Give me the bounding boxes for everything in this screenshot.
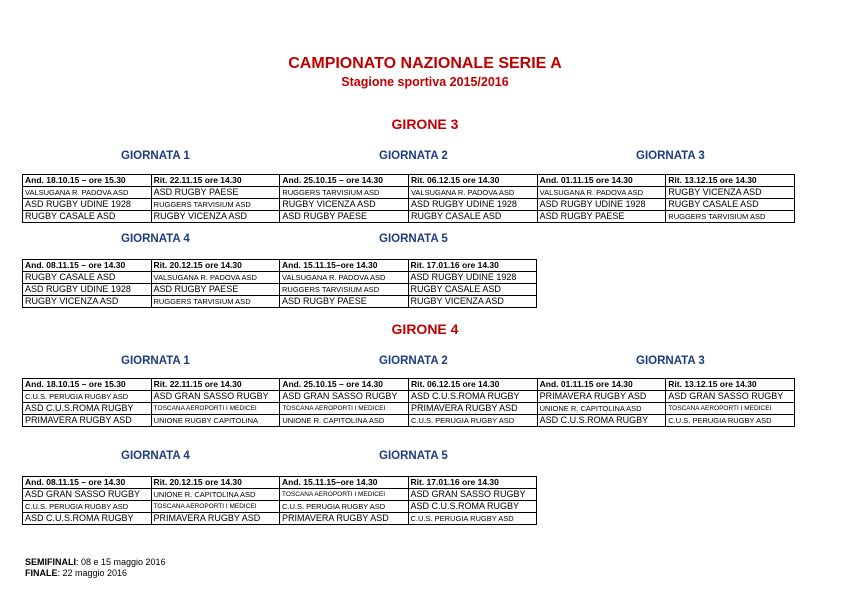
round-date-header: And. 25.10.15 – ore 14.30 bbox=[280, 175, 409, 187]
round-date-header: Rit. 13.12.15 ore 14.30 bbox=[666, 175, 795, 187]
team-cell: UNIONE RUGBY CAPITOLINA bbox=[151, 415, 280, 427]
team-cell: VALSUGANA R. PADOVA ASD bbox=[151, 272, 280, 284]
round-date-header: And. 01.11.15 ore 14.30 bbox=[537, 175, 666, 187]
team-cell: RUGGERS TARVISIUM ASD bbox=[666, 211, 795, 223]
table-row bbox=[23, 403, 795, 415]
semifinali-dates: : 08 e 15 maggio 2016 bbox=[76, 557, 166, 567]
table-header-row bbox=[23, 379, 795, 391]
team-cell: VALSUGANA R. PADOVA ASD bbox=[408, 187, 537, 199]
table-row bbox=[23, 296, 537, 308]
g4-schedule-table-1 bbox=[22, 378, 795, 427]
team-cell: ASD GRAN SASSO RUGBY bbox=[666, 391, 795, 403]
team-cell: RUGGERS TARVISIUM ASD bbox=[151, 296, 280, 308]
team-cell: ASD C.U.S.ROMA RUGBY bbox=[408, 391, 537, 403]
table-header-row bbox=[23, 477, 537, 489]
team-cell: RUGBY CASALE ASD bbox=[408, 211, 537, 223]
team-cell: RUGBY VICENZA ASD bbox=[408, 296, 537, 308]
semifinali-note bbox=[25, 557, 166, 567]
g3-giornata-3: GIORNATA 3 bbox=[636, 150, 705, 162]
girone-3-title: GIRONE 3 bbox=[391, 116, 459, 132]
g3-giornata-5: GIORNATA 5 bbox=[379, 233, 448, 245]
team-cell: ASD RUGBY PAESE bbox=[537, 211, 666, 223]
table-row bbox=[23, 199, 795, 211]
round-date-header: Rit. 20.12.15 ore 14.30 bbox=[151, 477, 280, 489]
team-cell: RUGGERS TARVISIUM ASD bbox=[280, 284, 409, 296]
finale-label: FINALE bbox=[25, 568, 58, 578]
table-row bbox=[23, 513, 537, 525]
team-cell: PRIMAVERA RUGBY ASD bbox=[151, 513, 280, 525]
g3-giornata-4: GIORNATA 4 bbox=[121, 233, 190, 245]
team-cell: C.U.S. PERUGIA RUGBY ASD bbox=[666, 415, 795, 427]
team-cell: ASD RUGBY UDINE 1928 bbox=[408, 199, 537, 211]
team-cell: ASD RUGBY PAESE bbox=[280, 296, 409, 308]
team-cell: ASD C.U.S.ROMA RUGBY bbox=[408, 501, 537, 513]
team-cell: VALSUGANA R. PADOVA ASD bbox=[537, 187, 666, 199]
table-header-row bbox=[23, 260, 537, 272]
team-cell: C.U.S. PERUGIA RUGBY ASD bbox=[23, 391, 152, 403]
team-cell: TOSCANA AEROPORTI I MEDICEI bbox=[666, 403, 795, 415]
team-cell: ASD GRAN SASSO RUGBY bbox=[151, 391, 280, 403]
team-cell: ASD GRAN SASSO RUGBY bbox=[280, 391, 409, 403]
semifinali-label: SEMIFINALI bbox=[25, 557, 76, 567]
team-cell: RUGBY CASALE ASD bbox=[23, 272, 152, 284]
table-row bbox=[23, 415, 795, 427]
round-date-header: Rit. 22.11.15 ore 14.30 bbox=[151, 379, 280, 391]
team-cell: ASD GRAN SASSO RUGBY bbox=[408, 489, 537, 501]
round-date-header: Rit. 17.01.16 ore 14.30 bbox=[408, 260, 537, 272]
team-cell: PRIMAVERA RUGBY ASD bbox=[537, 391, 666, 403]
team-cell: ASD C.U.S.ROMA RUGBY bbox=[537, 415, 666, 427]
team-cell: RUGBY VICENZA ASD bbox=[151, 211, 280, 223]
team-cell: RUGBY CASALE ASD bbox=[408, 284, 537, 296]
girone-4-title: GIRONE 4 bbox=[391, 321, 459, 337]
team-cell: RUGGERS TARVISIUM ASD bbox=[151, 199, 280, 211]
round-date-header: And. 08.11.15 – ore 14.30 bbox=[23, 477, 152, 489]
team-cell: ASD C.U.S.ROMA RUGBY bbox=[23, 513, 152, 525]
team-cell: RUGBY CASALE ASD bbox=[666, 199, 795, 211]
round-date-header: Rit. 06.12.15 ore 14.30 bbox=[408, 175, 537, 187]
team-cell: UNIONE R. CAPITOLINA ASD bbox=[280, 415, 409, 427]
table-row bbox=[23, 391, 795, 403]
team-cell: RUGBY VICENZA ASD bbox=[23, 296, 152, 308]
team-cell: RUGGERS TARVISIUM ASD bbox=[280, 187, 409, 199]
team-cell: ASD RUGBY PAESE bbox=[280, 211, 409, 223]
round-date-header: And. 18.10.15 – ore 15.30 bbox=[23, 175, 152, 187]
round-date-header: Rit. 22.11.15 ore 14.30 bbox=[151, 175, 280, 187]
team-cell: ASD RUGBY UDINE 1928 bbox=[408, 272, 537, 284]
team-cell: UNIONE R. CAPITOLINA ASD bbox=[537, 403, 666, 415]
team-cell: ASD RUGBY PAESE bbox=[151, 284, 280, 296]
round-date-header: Rit. 13.12.15 ore 14.30 bbox=[666, 379, 795, 391]
team-cell: TOSCANA AEROPORTI I MEDICEI bbox=[280, 489, 409, 501]
g4-giornata-4: GIORNATA 4 bbox=[121, 450, 190, 462]
g3-schedule-table-2 bbox=[22, 259, 537, 308]
table-row bbox=[23, 284, 537, 296]
round-date-header: And. 15.11.15–ore 14.30 bbox=[280, 477, 409, 489]
round-date-header: And. 15.11.15–ore 14.30 bbox=[280, 260, 409, 272]
table-row bbox=[23, 501, 537, 513]
team-cell: TOSCANA AEROPORTI I MEDICEI bbox=[280, 403, 409, 415]
round-date-header: And. 25.10.15 – ore 14.30 bbox=[280, 379, 409, 391]
g3-schedule-table-1 bbox=[22, 174, 795, 223]
team-cell: RUGBY VICENZA ASD bbox=[280, 199, 409, 211]
round-date-header: And. 01.11.15 ore 14.30 bbox=[537, 379, 666, 391]
g4-giornata-5: GIORNATA 5 bbox=[379, 450, 448, 462]
round-date-header: And. 08.11.15 – ore 14.30 bbox=[23, 260, 152, 272]
g3-giornata-2: GIORNATA 2 bbox=[379, 150, 448, 162]
table-row bbox=[23, 187, 795, 199]
team-cell: TOSCANA AEROPORTI I MEDICEI bbox=[151, 403, 280, 415]
team-cell: RUGBY VICENZA ASD bbox=[666, 187, 795, 199]
g4-giornata-2: GIORNATA 2 bbox=[379, 355, 448, 367]
team-cell: ASD GRAN SASSO RUGBY bbox=[23, 489, 152, 501]
team-cell: RUGBY CASALE ASD bbox=[23, 211, 152, 223]
round-date-header: Rit. 17.01.16 ore 14.30 bbox=[408, 477, 537, 489]
team-cell: C.U.S. PERUGIA RUGBY ASD bbox=[408, 513, 537, 525]
table-row bbox=[23, 211, 795, 223]
round-date-header: Rit. 20.12.15 ore 14.30 bbox=[151, 260, 280, 272]
round-date-header: And. 18.10.15 – ore 15.30 bbox=[23, 379, 152, 391]
page-subtitle: Stagione sportiva 2015/2016 bbox=[341, 75, 509, 89]
team-cell: C.U.S. PERUGIA RUGBY ASD bbox=[280, 501, 409, 513]
finale-note bbox=[25, 568, 127, 578]
finale-date: : 22 maggio 2016 bbox=[57, 568, 128, 578]
team-cell: C.U.S. PERUGIA RUGBY ASD bbox=[23, 501, 152, 513]
g3-giornata-1: GIORNATA 1 bbox=[121, 150, 190, 162]
round-date-header: Rit. 06.12.15 ore 14.30 bbox=[408, 379, 537, 391]
g4-giornata-1: GIORNATA 1 bbox=[121, 355, 190, 367]
team-cell: ASD RUGBY UDINE 1928 bbox=[537, 199, 666, 211]
team-cell: PRIMAVERA RUGBY ASD bbox=[280, 513, 409, 525]
table-row bbox=[23, 272, 537, 284]
team-cell: ASD RUGBY UDINE 1928 bbox=[23, 199, 152, 211]
team-cell: UNIONE R. CAPITOLINA ASD bbox=[151, 489, 280, 501]
page-title: CAMPIONATO NAZIONALE SERIE A bbox=[288, 55, 562, 72]
g4-giornata-3: GIORNATA 3 bbox=[636, 355, 705, 367]
table-row bbox=[23, 489, 537, 501]
team-cell: ASD RUGBY PAESE bbox=[151, 187, 280, 199]
team-cell: PRIMAVERA RUGBY ASD bbox=[408, 403, 537, 415]
team-cell: VALSUGANA R. PADOVA ASD bbox=[23, 187, 152, 199]
team-cell: VALSUGANA R. PADOVA ASD bbox=[280, 272, 409, 284]
g4-schedule-table-2 bbox=[22, 476, 537, 525]
team-cell: PRIMAVERA RUGBY ASD bbox=[23, 415, 152, 427]
table-header-row bbox=[23, 175, 795, 187]
team-cell: ASD C.U.S.ROMA RUGBY bbox=[23, 403, 152, 415]
team-cell: TOSCANA AEROPORTI I MEDICEI bbox=[151, 501, 280, 513]
team-cell: C.U.S. PERUGIA RUGBY ASD bbox=[408, 415, 537, 427]
team-cell: ASD RUGBY UDINE 1928 bbox=[23, 284, 152, 296]
